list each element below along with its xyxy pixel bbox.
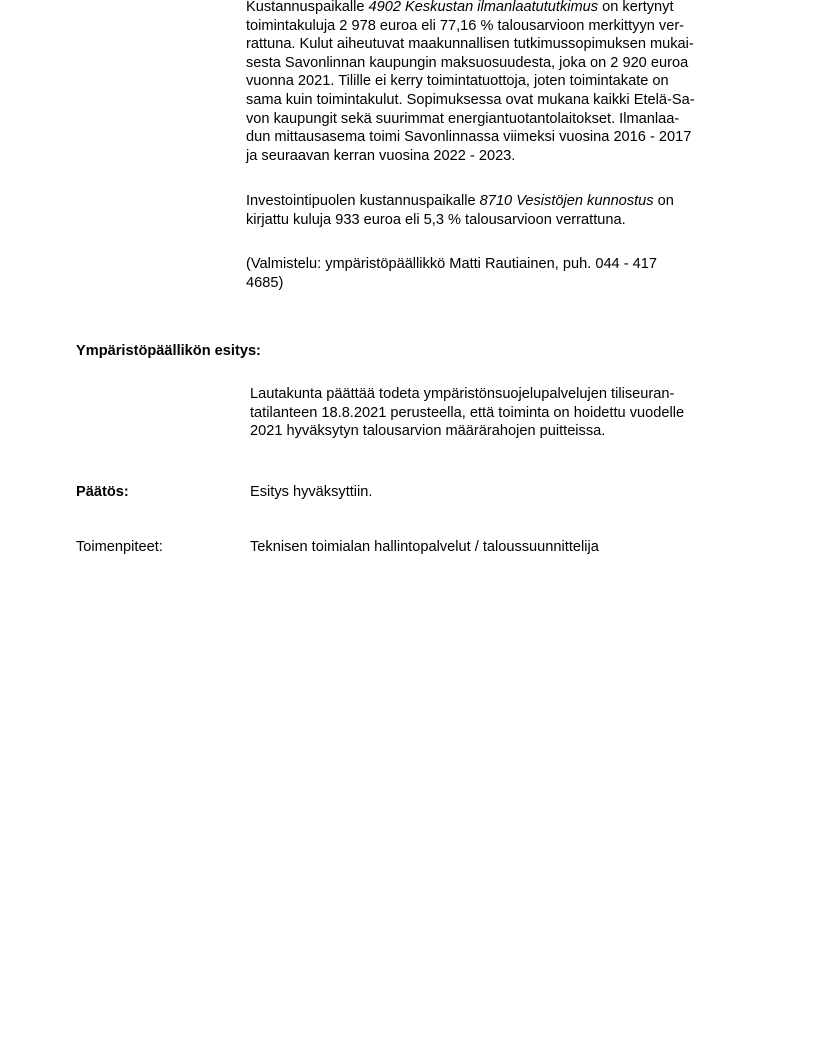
preparation-note — [246, 255, 657, 292]
paragraph-line: kirjattu kuluja 933 euroa eli 5,3 % talousarvioon verrattuna. — [246, 211, 626, 228]
decision-value: Esitys hyväksyttiin. — [250, 484, 373, 500]
text-suffix: on — [653, 193, 674, 209]
preparation-line: (Valmistelu: ympäristöpäällikkö Matti Rautiainen, puh. 044 - 417 — [246, 256, 657, 272]
proposal-line: tatilanteen 18.8.2021 perusteella, että toiminta on hoidettu vuodelle — [250, 404, 685, 421]
paragraph-line: vuonna 2021. Tilille ei kerry toimintatuottoja, joten toimintakate on — [246, 73, 669, 90]
cost-center-4902-paragraph — [246, 0, 695, 165]
cost-center-8710-paragraph — [246, 192, 674, 229]
paragraph-line — [246, 0, 695, 17]
cost-center-name: 4902 Keskustan ilmanlaatututkimus — [368, 0, 599, 15]
paragraph-line: dun mittausasema toimi Savonlinnassa viimeksi vuosina 2016 - 2017 — [246, 129, 692, 146]
actions-value: Teknisen toimialan hallintopalvelut / taloussuunnittelija — [250, 539, 599, 555]
paragraph-line: rattuna. Kulut aiheutuvat maakunnallisen tutkimussopimuksen mukai- — [246, 36, 694, 53]
paragraph-line: ja seuraavan kerran vuosina 2022 - 2023. — [246, 147, 516, 164]
cost-center-name: 8710 Vesistöjen kunnostus — [479, 193, 654, 209]
proposal-heading: Ympäristöpäällikön esitys: — [76, 343, 261, 359]
paragraph-line: sama kuin toimintakulut. Sopimuksessa ovat mukana kaikki Etelä-Sa- — [246, 91, 695, 108]
decision-label: Päätös: — [76, 484, 129, 500]
text-suffix: on kertynyt — [598, 0, 674, 15]
preparation-line: 4685) — [246, 274, 284, 291]
paragraph-line: toimintakuluja 2 978 euroa eli 77,16 % talousarvioon merkittyyn ver- — [246, 17, 685, 34]
actions-label: Toimenpiteet: — [76, 539, 163, 555]
paragraph-line: von kaupungit sekä suurimmat energiantuotantolaitokset. Ilmanlaa- — [246, 110, 680, 127]
proposal-line: 2021 hyväksytyn talousarvion määrärahojen puitteissa. — [250, 423, 606, 440]
paragraph-line: sesta Savonlinnan kaupungin maksuosuudesta, joka on 2 920 euroa — [246, 54, 689, 71]
text-prefix: Kustannuspaikalle — [246, 0, 369, 15]
paragraph-line — [246, 192, 674, 211]
text-prefix: Investointipuolen kustannuspaikalle — [246, 193, 480, 209]
proposal-line: Lautakunta päättää todeta ympäristönsuojelupalvelujen tiliseuran- — [250, 386, 675, 402]
proposal-text — [250, 385, 684, 441]
